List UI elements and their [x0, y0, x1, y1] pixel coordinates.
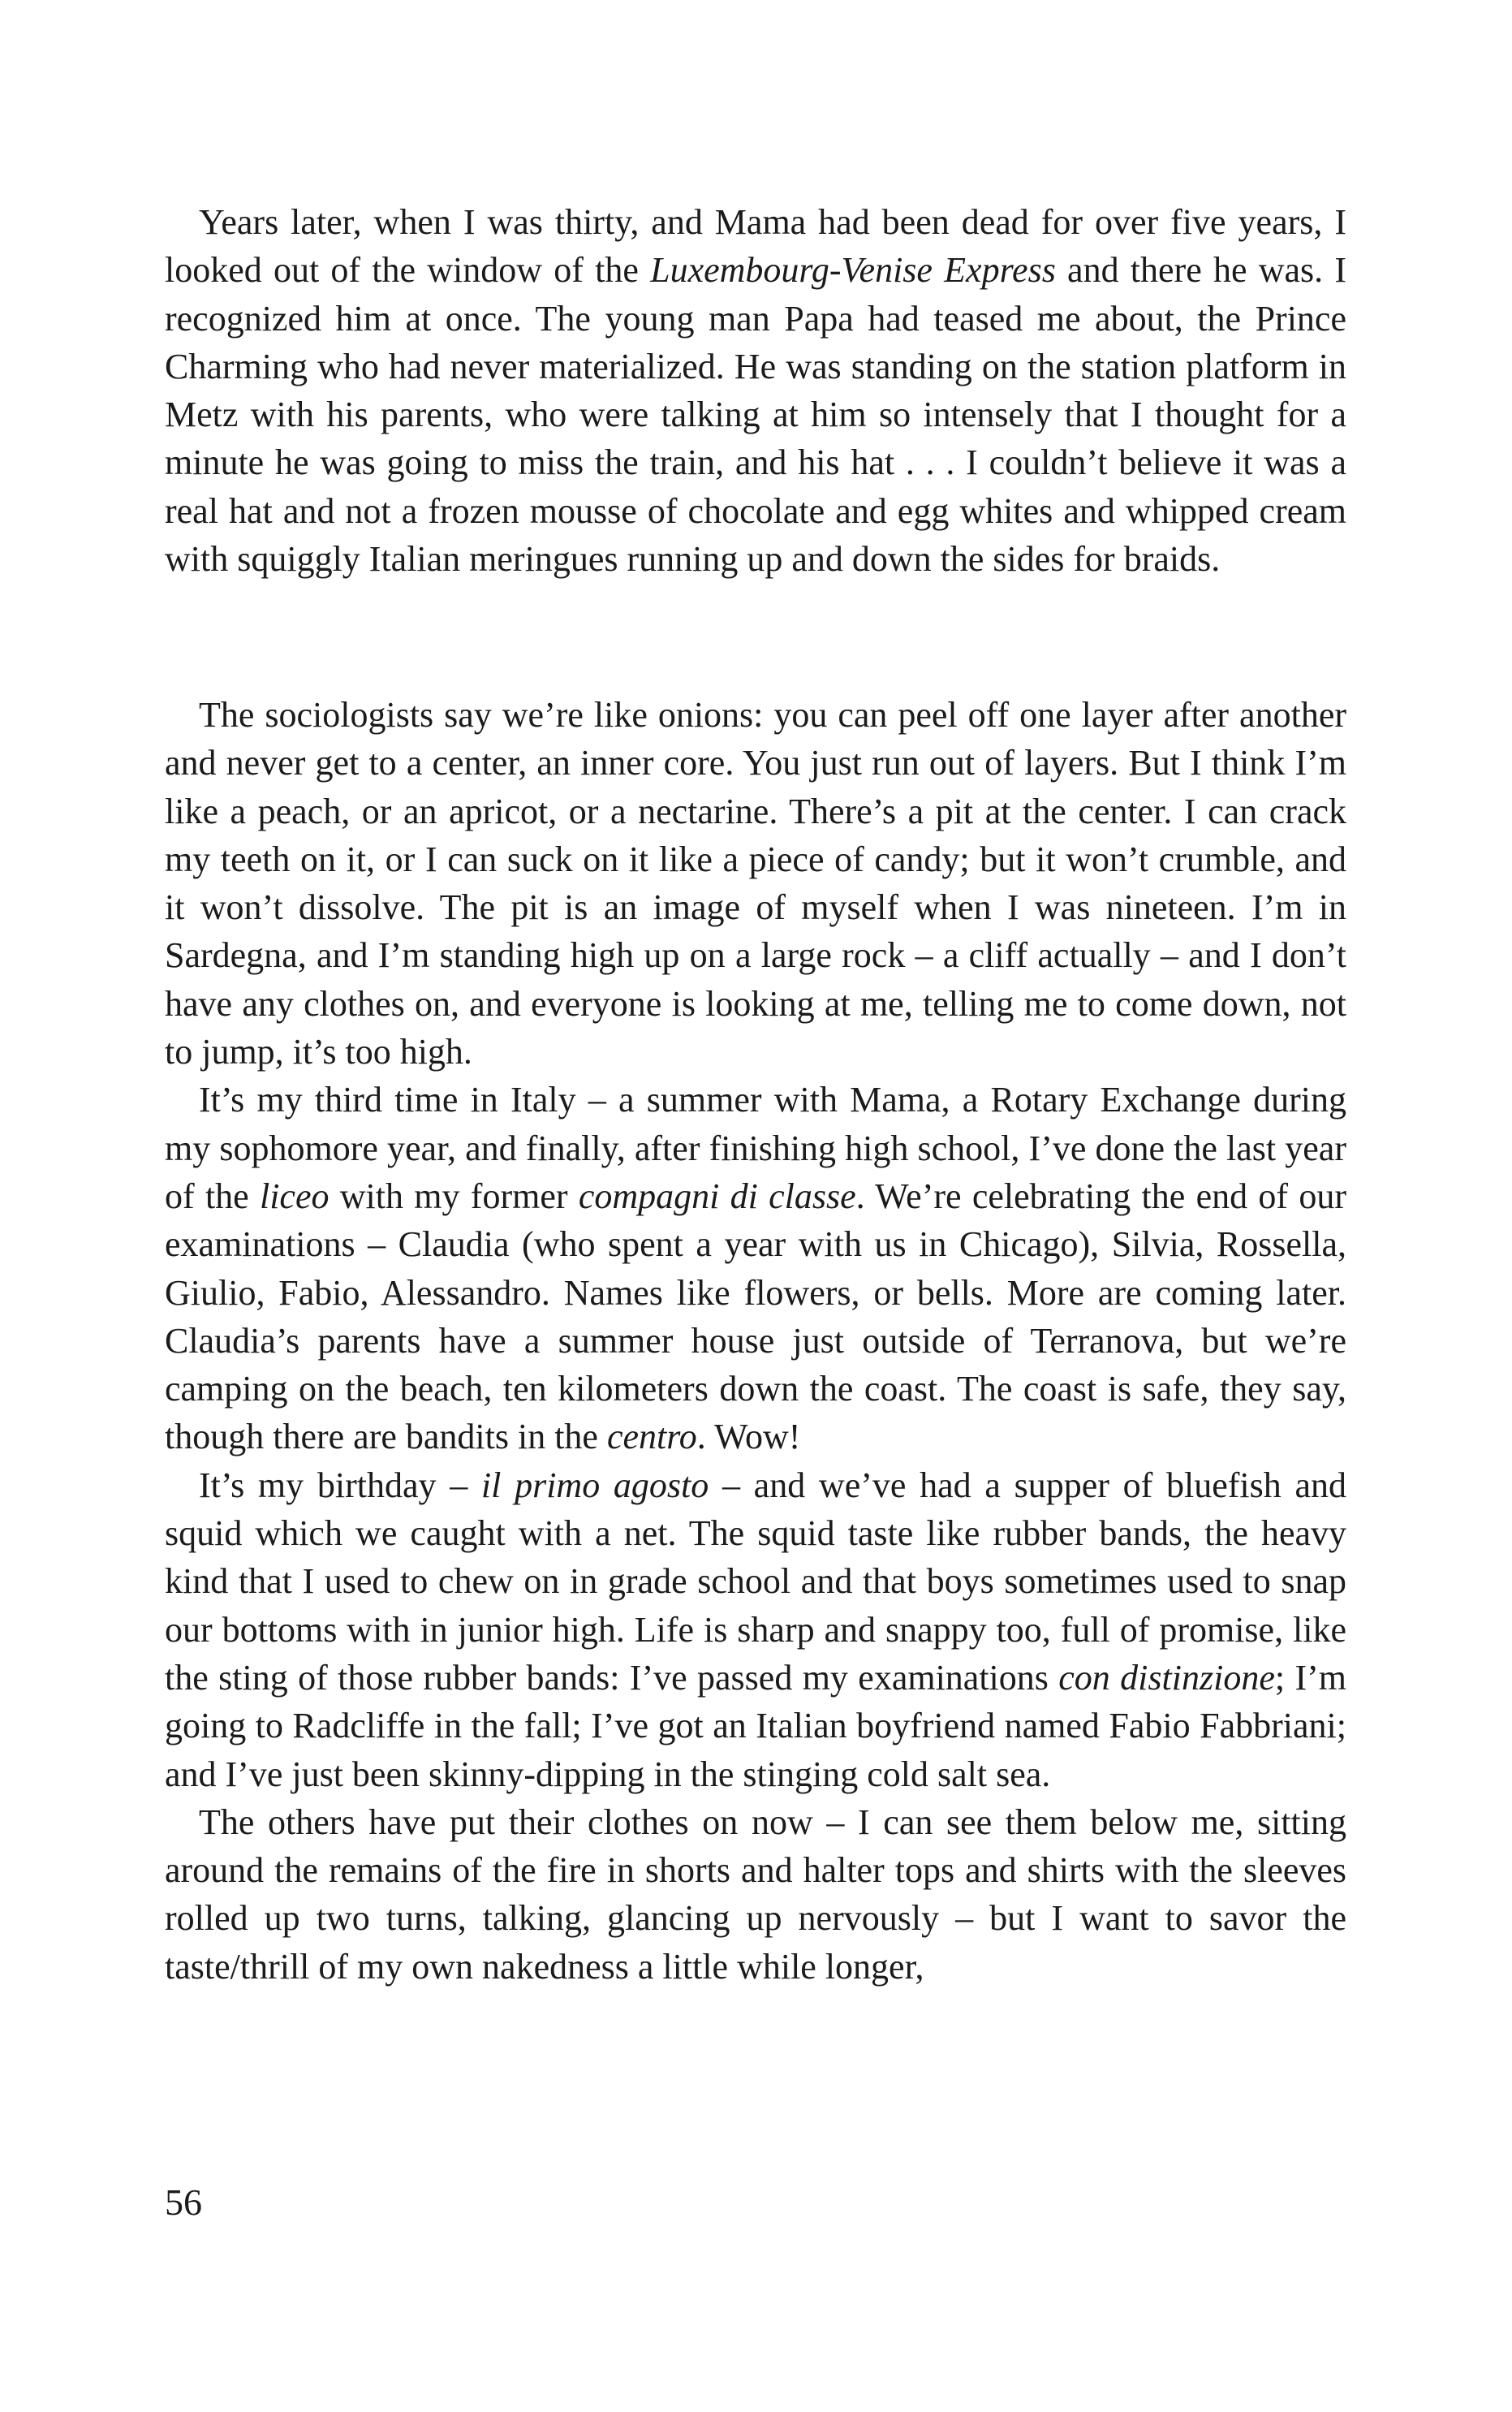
text-run: with my former — [329, 1176, 579, 1216]
paragraph-1 — [165, 198, 1346, 583]
paragraph-4 — [165, 1461, 1346, 1798]
italic-phrase: centro — [606, 1417, 697, 1457]
italic-phrase: liceo — [259, 1176, 330, 1216]
text-run: The others have put their clothes on now – I can see them below me, sitting around the remains of the fire in shorts and halter tops and shirts with the sleeves rolled up two turns, talking, glancing up nervously – but I want to savor the taste/thrill of my own nakedness a little while longer, — [165, 1801, 1346, 1987]
text-run: and there he was. I recognized him at once. The young man Papa had teased me about, the Prince Charming who had never materialized. He was standing on the station platform in Metz with his parents, who were talking at him so intensely that I thought for a minute he was going to miss the train, and his hat . . . I couldn’t believe it was a real hat and not a frozen mousse of chocolate and egg whites and whipped cream with squiggly Italian meringues running up and down the sides for braids. — [165, 250, 1346, 580]
section-main — [165, 691, 1346, 1991]
section-opening — [165, 198, 1346, 583]
paragraph-5 — [165, 1798, 1346, 1991]
text-run: It’s my birthday – — [199, 1465, 481, 1505]
text-run: It’s my third time in Italy – a summer with Mama, a Rotary Exchange during my sophomore year, and finally, after finishing high school, I’ve done the last year of the — [165, 1080, 1346, 1216]
text-run: Years later, when I was thirty, and Mama had been dead for over five years, I looked out of the window of the — [165, 202, 1346, 291]
text-run: . We’re celebrating the end of our examinations – Claudia (who spent a year with us in Chicago), Silvia, Rossella, Giulio, Fabio, Alessandro. Names like flowers, or bells. More are coming later. Claudia’s parents have a summer house just outside of Terranova, but we’re camping on the beach, ten kilometers down the coast. The coast is safe, they say, though there are bandits in the — [165, 1176, 1346, 1457]
italic-phrase: Luxembourg-Venise Express — [650, 250, 1056, 291]
text-run: The sociologists say we’re like onions: you can peel off one layer after another and never get to a center, an inner core. You just run out of layers. But I think I’m like a peach, or an apricot, or a nectarine. There’s a pit at the center. I can crack my teeth on it, or I can suck on it like a piece of candy; but it won’t crumble, and it won’t dissolve. The pit is an image of myself when I was nineteen. I’m in Sardegna, and I’m standing high up on a large rock – a cliff actually – and I don’t have any clothes on, and everyone is looking at me, telling me to come down, not to jump, it’s too high. — [165, 695, 1346, 1072]
italic-phrase: compagni di classe — [578, 1176, 856, 1216]
italic-phrase: il primo agosto — [480, 1465, 709, 1505]
paragraph-2 — [165, 691, 1346, 1076]
text-run: ; I’m going to Radcliffe in the fall; I’ve got an Italian boyfriend named Fabio Fabbriani; and I’ve just been skinny-dipping in the stinging cold salt sea. — [165, 1657, 1346, 1794]
text-run: – and we’ve had a supper of bluefish and squid which we caught with a net. The squid taste like rubber bands, the heavy kind that I used to chew on in grade school and that boys sometimes used to snap our bottoms with in junior high. Life is sharp and snappy too, full of promise, like the sting of those rubber bands: I’ve passed my examinations — [165, 1465, 1346, 1698]
paragraph-3 — [165, 1076, 1346, 1461]
text-run: . Wow! — [696, 1417, 801, 1457]
page-number: 56 — [165, 2181, 202, 2223]
italic-phrase: con distinzione — [1058, 1657, 1275, 1698]
